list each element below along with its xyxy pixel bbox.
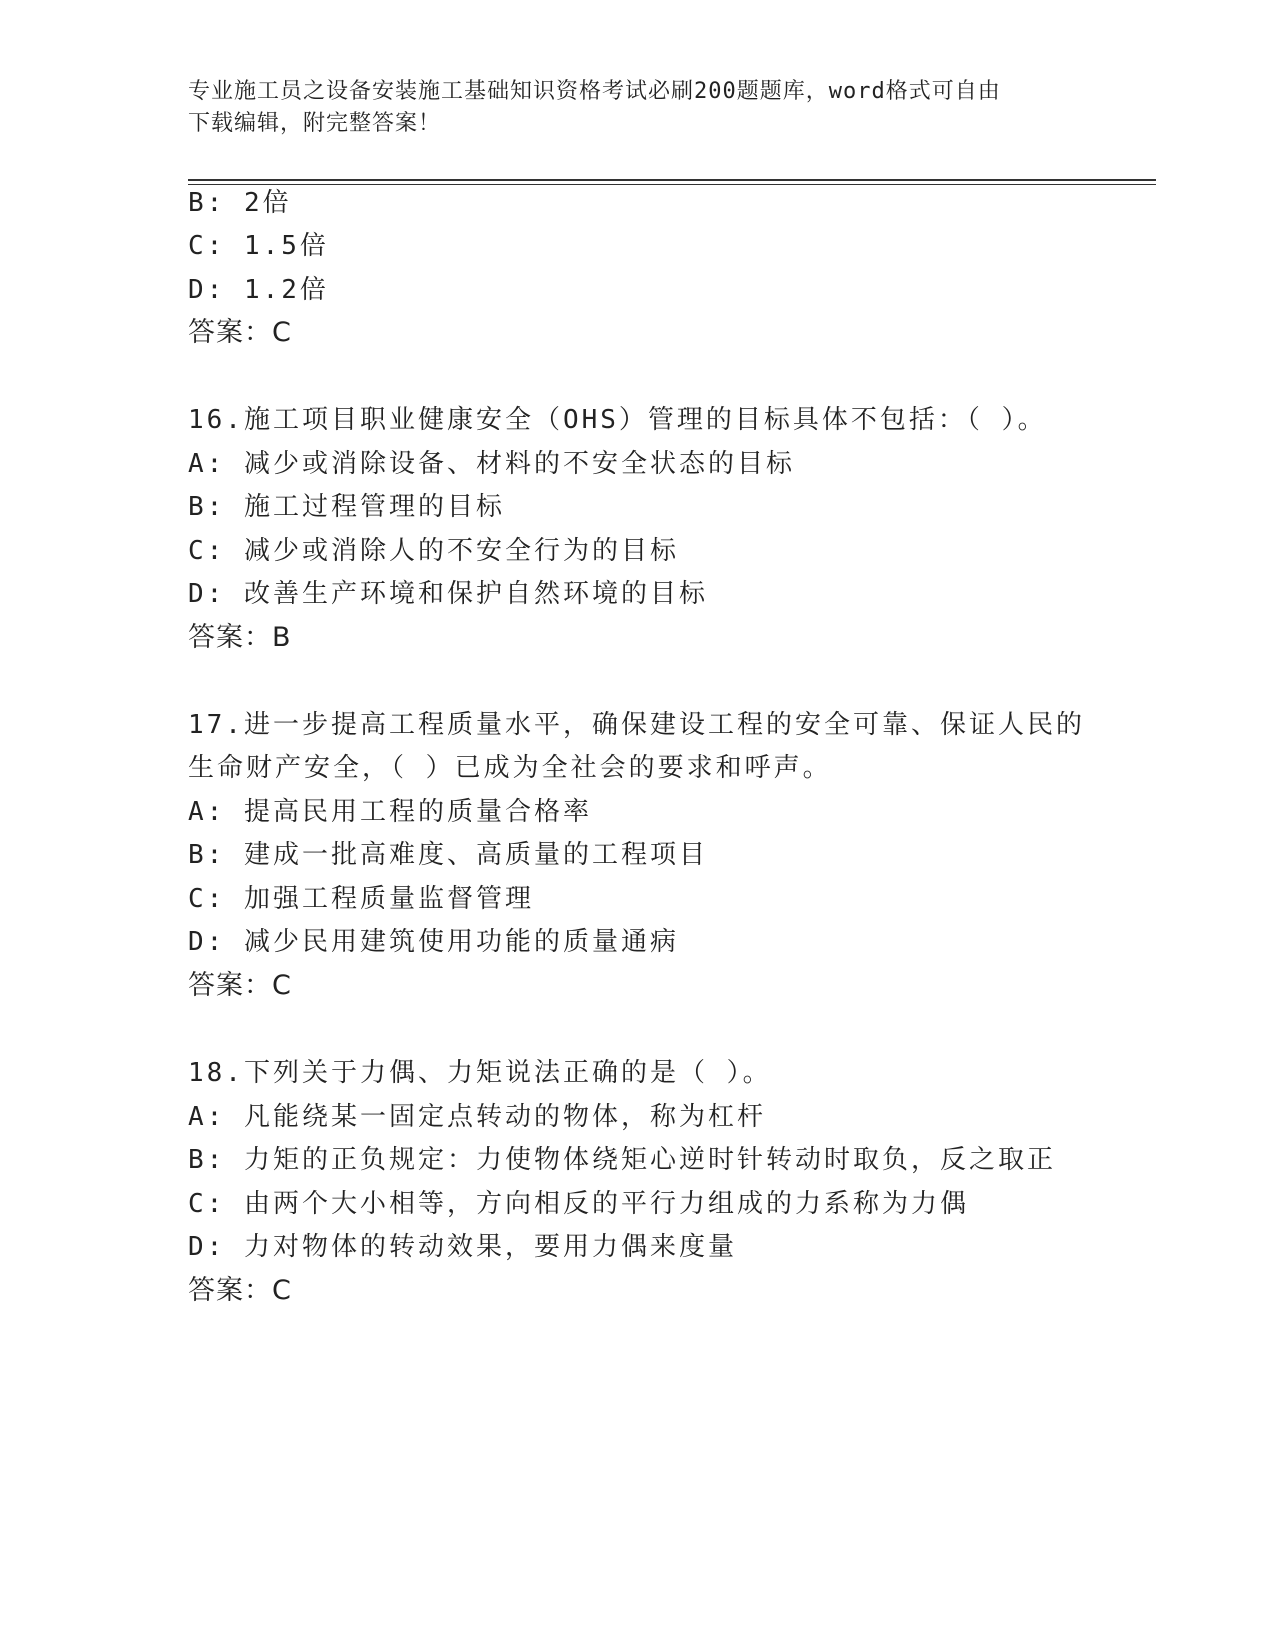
option-c: C: 由两个大小相等，方向相反的平行力组成的力系称为力偶: [188, 1189, 969, 1219]
option-d: D: 力对物体的转动效果，要用力偶来度量: [188, 1232, 737, 1262]
option-a: A: 减少或消除设备、材料的不安全状态的目标: [188, 449, 795, 479]
option-c: C: 加强工程质量监督管理: [188, 884, 534, 914]
option-b: B: 施工过程管理的目标: [188, 492, 505, 522]
header-line-1: 专业施工员之设备安装施工基础知识资格考试必刷200题题库，word格式可自由: [188, 79, 1001, 104]
option-b: B: 建成一批高难度、高质量的工程项目: [188, 840, 708, 870]
option-d: D: 改善生产环境和保护自然环境的目标: [188, 579, 708, 609]
option-d: D: 1.2倍: [188, 275, 329, 305]
option-c: C: 减少或消除人的不安全行为的目标: [188, 536, 679, 566]
question-stem: 18.下列关于力偶、力矩说法正确的是（ ）。: [188, 1058, 772, 1088]
option-b: B: 2倍: [188, 188, 292, 218]
question-stem-line-1: 17.进一步提高工程质量水平，确保建设工程的安全可靠、保证人民的: [188, 710, 1085, 740]
option-a: A: 凡能绕某一固定点转动的物体，称为杠杆: [188, 1102, 766, 1132]
header-rule-thin: [188, 184, 1156, 185]
question-stem-line-2: 生命财产安全，（ ）已成为全社会的要求和呼声。: [188, 753, 832, 783]
answer: 答案：B: [188, 622, 292, 653]
document-header: [188, 76, 1088, 140]
option-d: D: 减少民用建筑使用功能的质量通病: [188, 927, 679, 957]
header-rule-thick: [188, 179, 1156, 181]
option-c: C: 1.5倍: [188, 231, 329, 261]
answer: 答案：C: [188, 317, 292, 348]
question-stem: 16.施工项目职业健康安全（OHS）管理的目标具体不包括：（ ）。: [188, 405, 1047, 435]
option-a: A: 提高民用工程的质量合格率: [188, 797, 592, 827]
header-line-2: 下载编辑，附完整答案！: [188, 111, 442, 136]
answer: 答案：C: [188, 1275, 292, 1306]
answer: 答案：C: [188, 970, 292, 1001]
option-b: B: 力矩的正负规定：力使物体绕矩心逆时针转动时取负，反之取正: [188, 1145, 1056, 1175]
